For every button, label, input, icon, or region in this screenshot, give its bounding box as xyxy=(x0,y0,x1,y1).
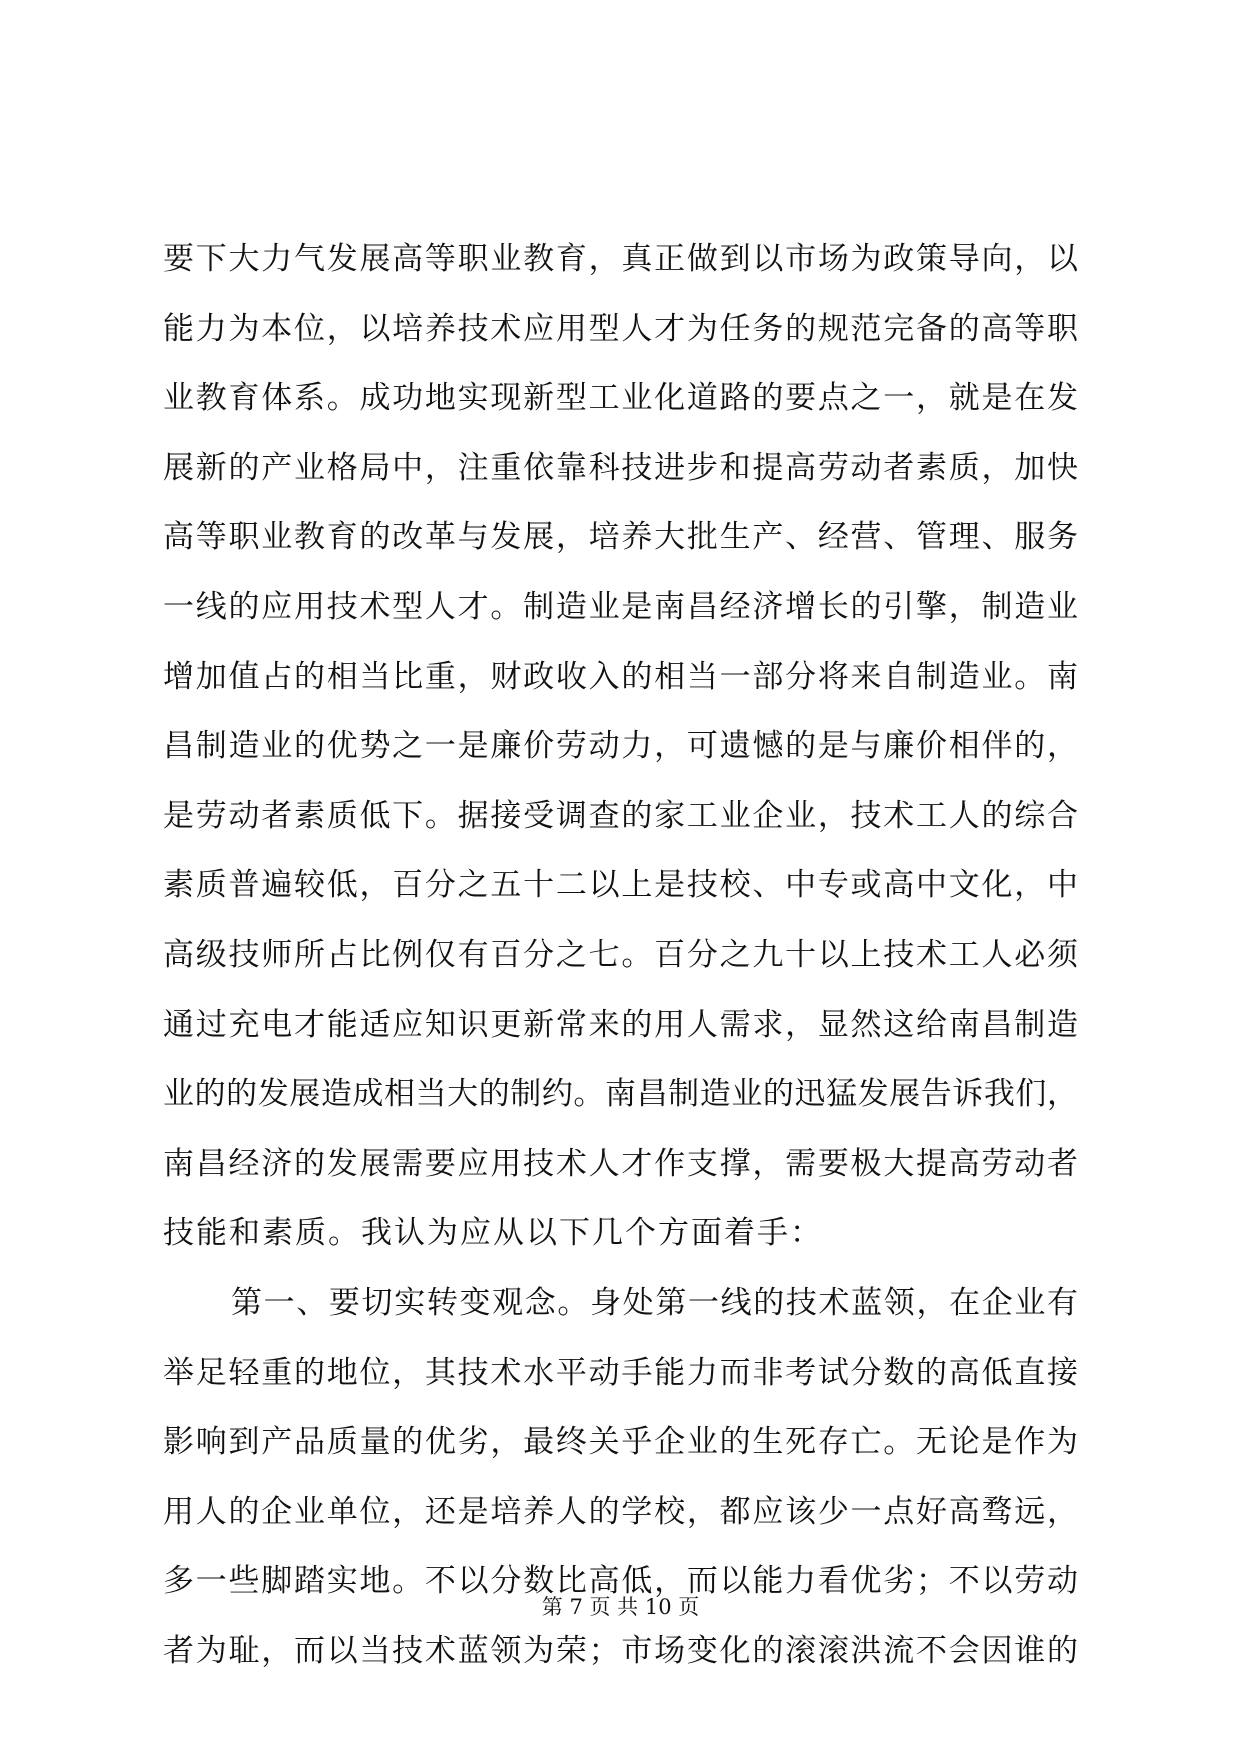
text-line: 南昌经济的发展需要应用技术人才作支撑，需要极大提高劳动者 xyxy=(163,1145,1078,1182)
text-line: 要下大力气发展高等职业教育，真正做到以市场为政策导向，以 xyxy=(163,241,1078,277)
body-text xyxy=(163,225,1078,1686)
text-line: 举足轻重的地位，其技术水平动手能力而非考试分数的高低直接 xyxy=(163,1354,1078,1391)
text-line: 通过充电才能适应知识更新常来的用人需求，显然这给南昌制造 xyxy=(163,1006,1078,1043)
text-line: 展新的产业格局中，注重依靠科技进步和提高劳动者素质，加快 xyxy=(163,449,1078,486)
text-line: 高等职业教育的改革与发展，培养大批生产、经营、管理、服务 xyxy=(163,519,1078,556)
text-line: 影响到产品质量的优劣，最终关乎企业的生死存亡。无论是作为 xyxy=(163,1424,1078,1461)
text-line: 多一些脚踏实地。不以分数比高低，而以能力看优劣；不以劳动 xyxy=(163,1563,1078,1600)
text-line: 昌制造业的优势之一是廉价劳动力，可遗憾的是与廉价相伴的， xyxy=(163,728,1078,765)
text-line: 用人的企业单位，还是培养人的学校，都应该少一点好高骛远， xyxy=(163,1493,1078,1530)
paragraph-first-line: 第一、要切实转变观念。身处第一线的技术蓝领，在企业有 xyxy=(231,1284,1078,1321)
text-line: 业的的发展造成相当大的制约。南昌制造业的迅猛发展告诉我们， xyxy=(163,1076,1078,1113)
text-line: 能力为本位，以培养技术应用型人才为任务的规范完备的高等职 xyxy=(163,310,1078,347)
text-line: 技能和素质。我认为应从以下几个方面着手： xyxy=(163,1215,823,1252)
text-line: 者为耻，而以当技术蓝领为荣；市场变化的滚滚洪流不会因谁的 xyxy=(163,1632,1078,1669)
page-number-footer: 第 7 页 共 10 页 xyxy=(541,1595,700,1619)
text-line: 是劳动者素质低下。据接受调查的家工业企业，技术工人的综合 xyxy=(163,797,1078,834)
text-line: 业教育体系。成功地实现新型工业化道路的要点之一，就是在发 xyxy=(163,380,1078,417)
text-line: 素质普遍较低，百分之五十二以上是技校、中专或高中文化，中 xyxy=(163,867,1078,904)
text-line: 增加值占的相当比重，财政收入的相当一部分将来自制造业。南 xyxy=(163,658,1078,695)
text-line: 一线的应用技术型人才。制造业是南昌经济增长的引擎，制造业 xyxy=(163,588,1078,625)
text-line: 高级技师所占比例仅有百分之七。百分之九十以上技术工人必须 xyxy=(163,936,1078,973)
